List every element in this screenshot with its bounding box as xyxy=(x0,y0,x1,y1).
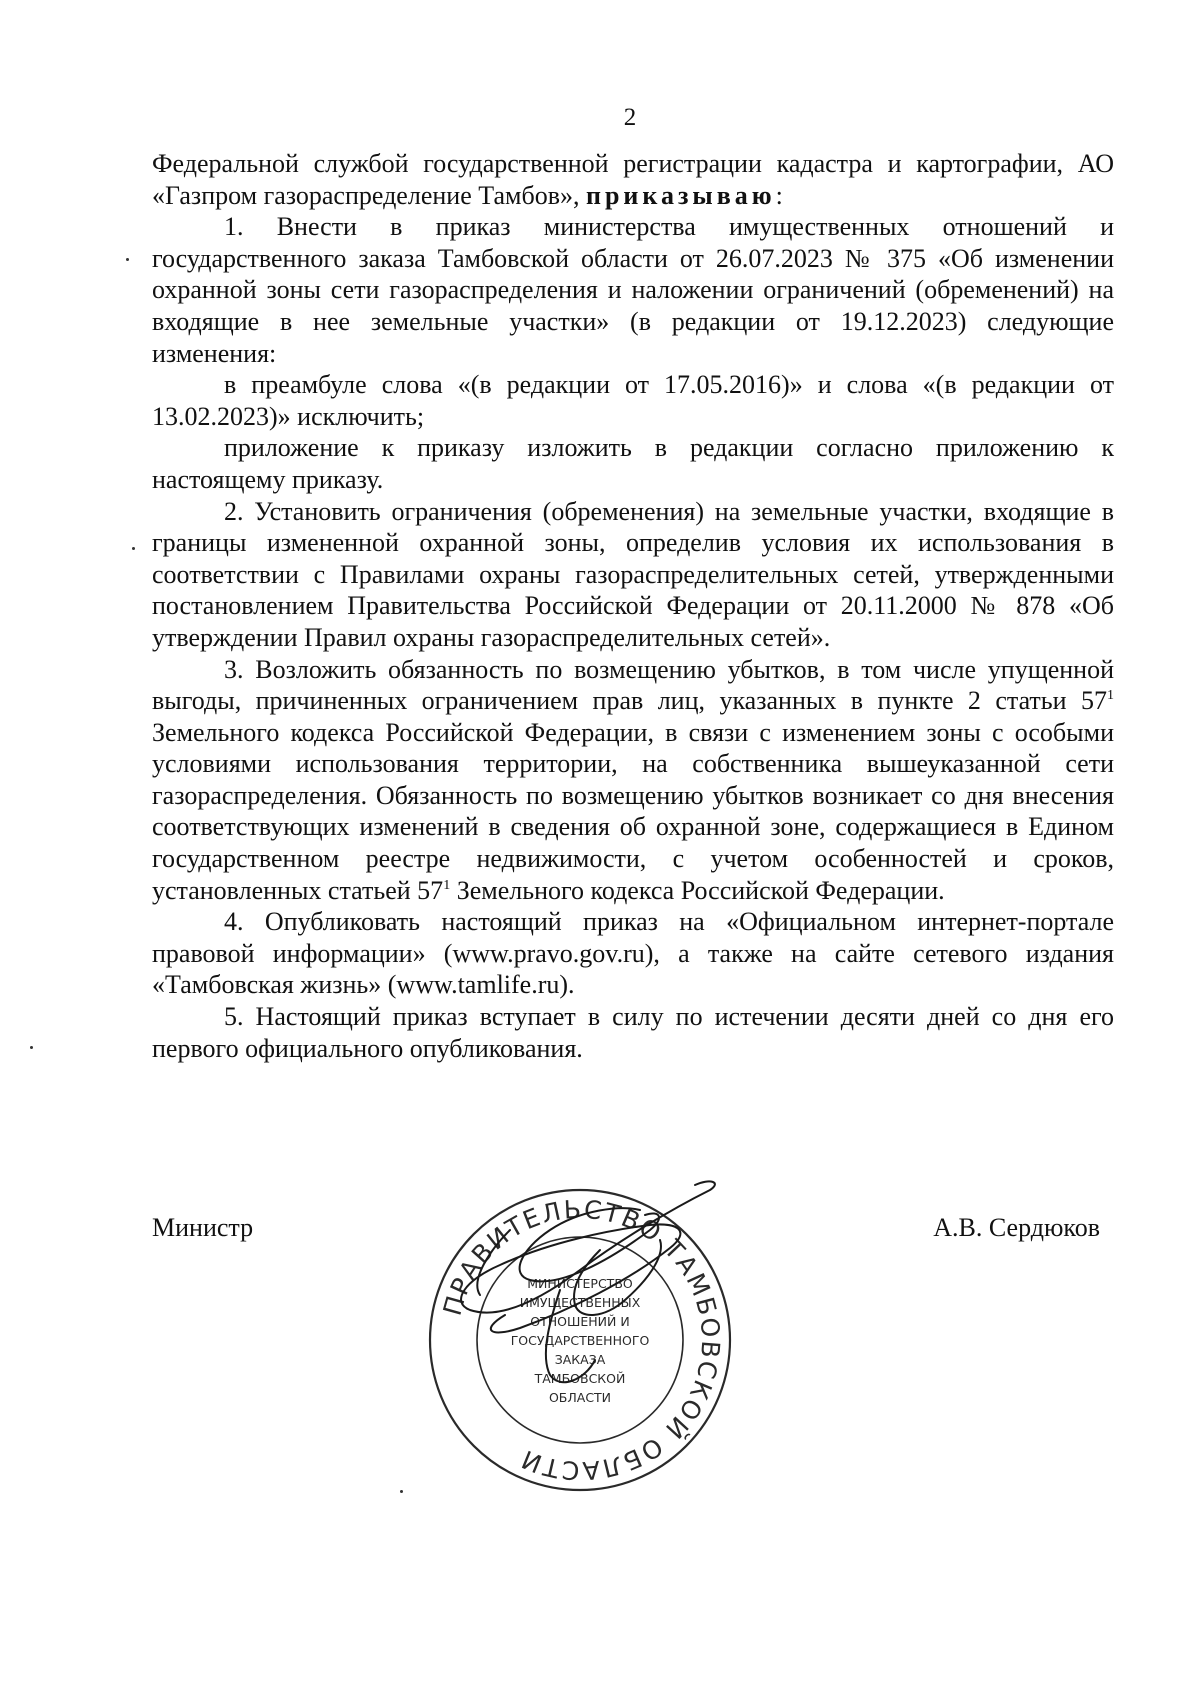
paragraph-item-5: 5. Настоящий приказ вступает в силу по истечении десяти дней со дня его первого официального опубликования. xyxy=(152,1002,1114,1063)
stamp-line-7: ОБЛАСТИ xyxy=(548,1390,612,1405)
paragraph-item-3 xyxy=(152,654,1114,907)
scan-speck xyxy=(126,258,129,261)
scan-speck xyxy=(30,1046,33,1049)
paragraph-item-1: 1. Внести в приказ министерства имущественных отношений и государственного заказа Тамбовской области от 26.07.2023 № 375 «Об изменении охранной зоны сети газораспределения и наложении ограничений (обременений) на входящие в нее земельные участки» (в редакции от 19.12.2023) следующие изменения: xyxy=(152,212,1114,368)
item-3-text-a: 3. Возложить обязанность по возмещению убытков, в том числе упущенной выгоды, причиненных ограничением прав лиц, указанных в пункте 2 статьи 57 xyxy=(152,654,1114,716)
stamp-line-5: ЗАКАЗА xyxy=(554,1352,606,1367)
stamp-line-1: МИНИСТЕРСТВО xyxy=(527,1276,633,1291)
page-number: 2 xyxy=(623,104,637,131)
paragraph-item-4: 4. Опубликовать настоящий приказ на «Официальном интернет-портале правовой информации» (www.pravo.gov.ru), а также на сайте сетевого издания «Тамбовская жизнь» (www.tamlife.ru). xyxy=(152,907,1114,1000)
stamp-line-6: ТАМБОВСКОЙ xyxy=(534,1371,626,1386)
item-3-text-c: Земельного кодекса Российской Федерации. xyxy=(450,875,945,905)
preamble-text: Федеральной службой государственной регистрации кадастра и картографии, АО «Газпром газораспределение Тамбов», xyxy=(152,149,1114,210)
document-body xyxy=(152,148,1114,1064)
superscript-2: 1 xyxy=(443,877,451,893)
stamp-line-2: ИМУЩЕСТВЕННЫХ xyxy=(519,1295,641,1310)
scan-speck xyxy=(400,1490,403,1493)
paragraph-item-2: 2. Установить ограничения (обременения) на земельные участки, входящие в границы измененной охранной зоны, определив условия их использования в соответствии с Правилами охраны газораспределительных сетей, утвержденными постановлением Правительства Российской Федерации от 20.11.2000 № 878 «Об утверждении Правил охраны газораспределительных сетей». xyxy=(152,496,1114,652)
stamp-outer-text: ПРАВИТЕЛЬСТВО ТАМБОВСКОЙ ОБЛАСТИ xyxy=(437,1194,726,1486)
scan-speck xyxy=(132,547,135,550)
paragraph-item-1-annex-change: приложение к приказу изложить в редакции согласно приложению к настоящему приказу. xyxy=(152,433,1114,494)
stamp-line-3: ОТНОШЕНИЙ И xyxy=(530,1314,630,1329)
order-colon: : xyxy=(775,180,783,210)
order-keyword: приказываю xyxy=(585,180,776,210)
handwritten-signature xyxy=(410,1170,810,1420)
signatory-position: Министр xyxy=(152,1213,254,1242)
paragraph-preamble-end xyxy=(152,148,1114,211)
stamp-line-4: ГОСУДАРСТВЕННОГО xyxy=(510,1333,650,1348)
signatory-name: А.В. Сердюков xyxy=(933,1213,1100,1242)
paragraph-item-1-preamble-change: в преамбуле слова «(в редакции от 17.05.2016)» и слова «(в редакции от 13.02.2023)» исключить; xyxy=(152,370,1114,431)
superscript-1: 1 xyxy=(1107,688,1114,704)
item-3-text-b: Земельного кодекса Российской Федерации, в связи с изменением зоны с особыми условиями использования территории, на собственника вышеуказанной сети газораспределения. Обязанность по возмещению убытков возникает со дня внесения соответствующих изменений в сведения об охранной зоне, содержащиеся в Едином государственном реестре недвижимости, с учетом особенностей и сроков, установленных статьей 57 xyxy=(152,717,1114,905)
